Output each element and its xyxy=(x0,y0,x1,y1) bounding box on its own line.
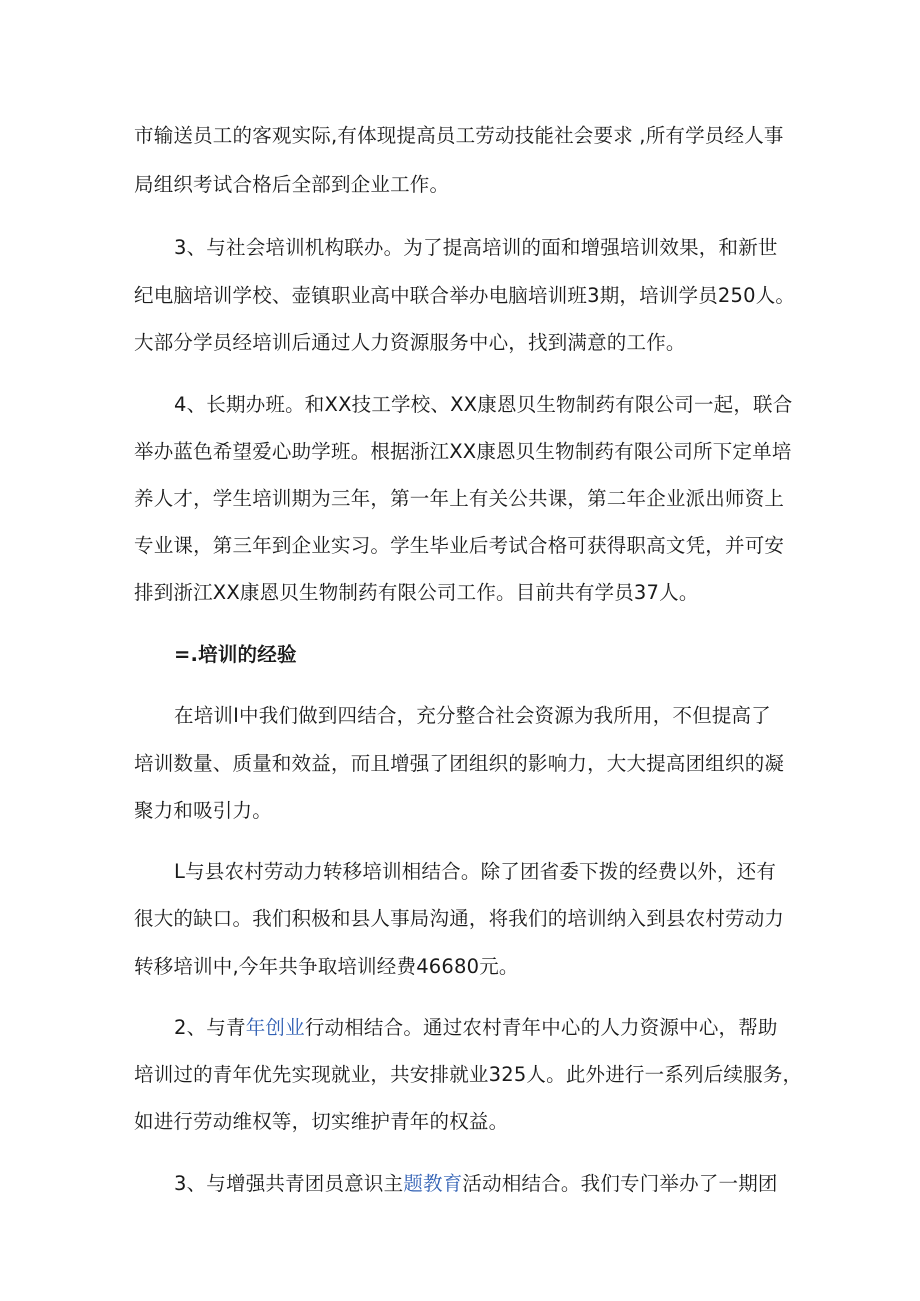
paragraph-line: 举办蓝色希望爱心助学班。根据浙江XX康恩贝生物制药有限公司所下定单培 xyxy=(134,440,792,463)
paragraph-line xyxy=(174,1016,778,1040)
paragraph-line: 纪电脑培训学校、壶镇职业高中联合举办电脑培训班3期，培训学员250人。 xyxy=(134,284,796,307)
paragraph-line: 大部分学员经培训后通过人力资源服务中心，找到满意的工作。 xyxy=(134,331,686,354)
text-span: 活动相结合。我们专门举办了一期团 xyxy=(462,1172,778,1195)
paragraph-line: 在培训I中我们做到四结合，充分整合社会资源为我所用，不但提高了 xyxy=(174,704,771,727)
hyperlink-zhuti-jiaoyu[interactable]: 题教育 xyxy=(403,1172,463,1195)
paragraph-line: 聚力和吸引力。 xyxy=(134,799,272,822)
paragraph-line xyxy=(174,1172,778,1196)
paragraph-line: L与县农村劳动力转移培训相结合。除了团省委下拨的经费以外，还有 xyxy=(174,860,777,883)
paragraph-line: 排到浙江XX康恩贝生物制药有限公司工作。目前共有学员37人。 xyxy=(134,581,699,604)
paragraph-line: 局组织考试合格后全部到企业工作。 xyxy=(134,173,450,196)
paragraph-line: 市输送员工的客观实际,有体现提高员工劳动技能社会要求 ,所有学员经人事 xyxy=(134,124,784,147)
paragraph-line: 培训过的青年优先实现就业，共安排就业325人。此外进行一系列后续服务， xyxy=(134,1063,803,1086)
paragraph-line: 专业课，第三年到企业实习。学生毕业后考试合格可获得职高文凭，并可安 xyxy=(134,534,785,557)
hyperlink-chuangye[interactable]: 年创业 xyxy=(245,1016,305,1039)
paragraph-line: 培训数量、质量和效益，而且增强了团组织的影响力，大大提高团组织的凝 xyxy=(134,752,785,775)
paragraph-line: 很大的缺口。我们积极和县人事局沟通，将我们的培训纳入到县农村劳动力 xyxy=(134,907,785,930)
text-span: 行动相结合。通过农村青年中心的人力资源中心，帮助 xyxy=(304,1016,778,1039)
paragraph-line: 4、长期办班。和XX技工学校、XX康恩贝生物制药有限公司一起，联合 xyxy=(174,393,793,416)
paragraph-line: 转移培训中,今年共争取培训经费46680元。 xyxy=(134,955,519,978)
section-heading: =.培训的经验 xyxy=(174,643,297,666)
text-span: 2、与青 xyxy=(174,1016,246,1039)
paragraph-line: 养人才，学生培训期为三年，第一年上有关公共课，第二年企业派出师资上 xyxy=(134,487,785,510)
paragraph-line: 3、与社会培训机构联办。为了提高培训的面和增强培训效果，和新世 xyxy=(174,236,778,259)
text-span: 3、与增强共青团员意识主 xyxy=(174,1172,404,1195)
paragraph-line: 如进行劳动维权等，切实维护青年的权益。 xyxy=(134,1110,509,1133)
